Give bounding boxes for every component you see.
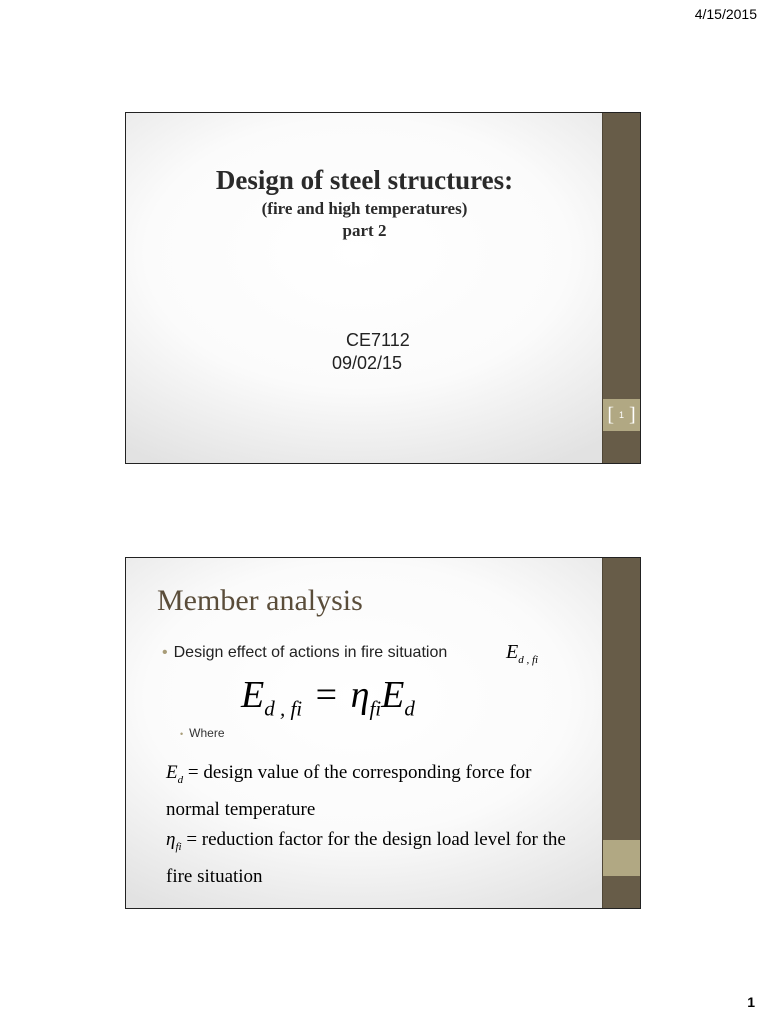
bullet-dot-icon: • — [180, 729, 184, 739]
slide-1 — [125, 112, 641, 464]
left-bracket-icon: [ — [607, 404, 614, 426]
sub-bullet-where: • Where — [180, 726, 225, 740]
eq-rhs-sub: d — [404, 696, 415, 721]
slide-2 — [125, 557, 641, 909]
slide-subtitle: (fire and high temperatures) — [261, 199, 468, 218]
page-number: 1 — [747, 994, 755, 1010]
definition-ed: $E_d$ = design value of the corresponding force for normal temperature — [166, 762, 532, 820]
bullet-dot-icon: • — [162, 644, 168, 661]
bullet-text: Design effect of actions in fire situation — [173, 644, 448, 661]
course-code: CE7112 — [346, 330, 410, 350]
slide-title: Design of steel structures: — [215, 165, 514, 195]
eq-rhs: E — [381, 674, 405, 716]
slide-title: Member analysis — [157, 584, 363, 617]
bullet-item — [162, 644, 447, 662]
slide-sidebar — [602, 113, 640, 463]
right-bracket-icon: ] — [629, 404, 636, 426]
eq-eta-sub: fi — [369, 696, 382, 721]
design-equation — [241, 673, 415, 722]
definitions — [166, 758, 586, 892]
slide-number-badge — [603, 399, 640, 431]
slide-subtitle-part: part 2 — [342, 221, 387, 240]
definition-eta-fi: $\eta_{fi}$ = reduction factor for the design load level for the fire situation — [166, 828, 566, 887]
slide-number: 1 — [619, 410, 625, 420]
sidebar-accent — [603, 840, 640, 876]
eq-lhs-sub: d , fi — [264, 696, 303, 721]
print-date: 4/15/2015 — [694, 6, 757, 22]
symbol-e-d-fi: $E_{d , fi}$ — [506, 641, 539, 666]
eq-equals: = — [315, 674, 338, 716]
slide-sidebar — [602, 558, 640, 908]
eq-eta: η — [350, 674, 370, 716]
course-date: 09/02/15 — [332, 353, 403, 373]
eq-lhs: E — [241, 674, 265, 716]
course-info — [332, 329, 410, 375]
